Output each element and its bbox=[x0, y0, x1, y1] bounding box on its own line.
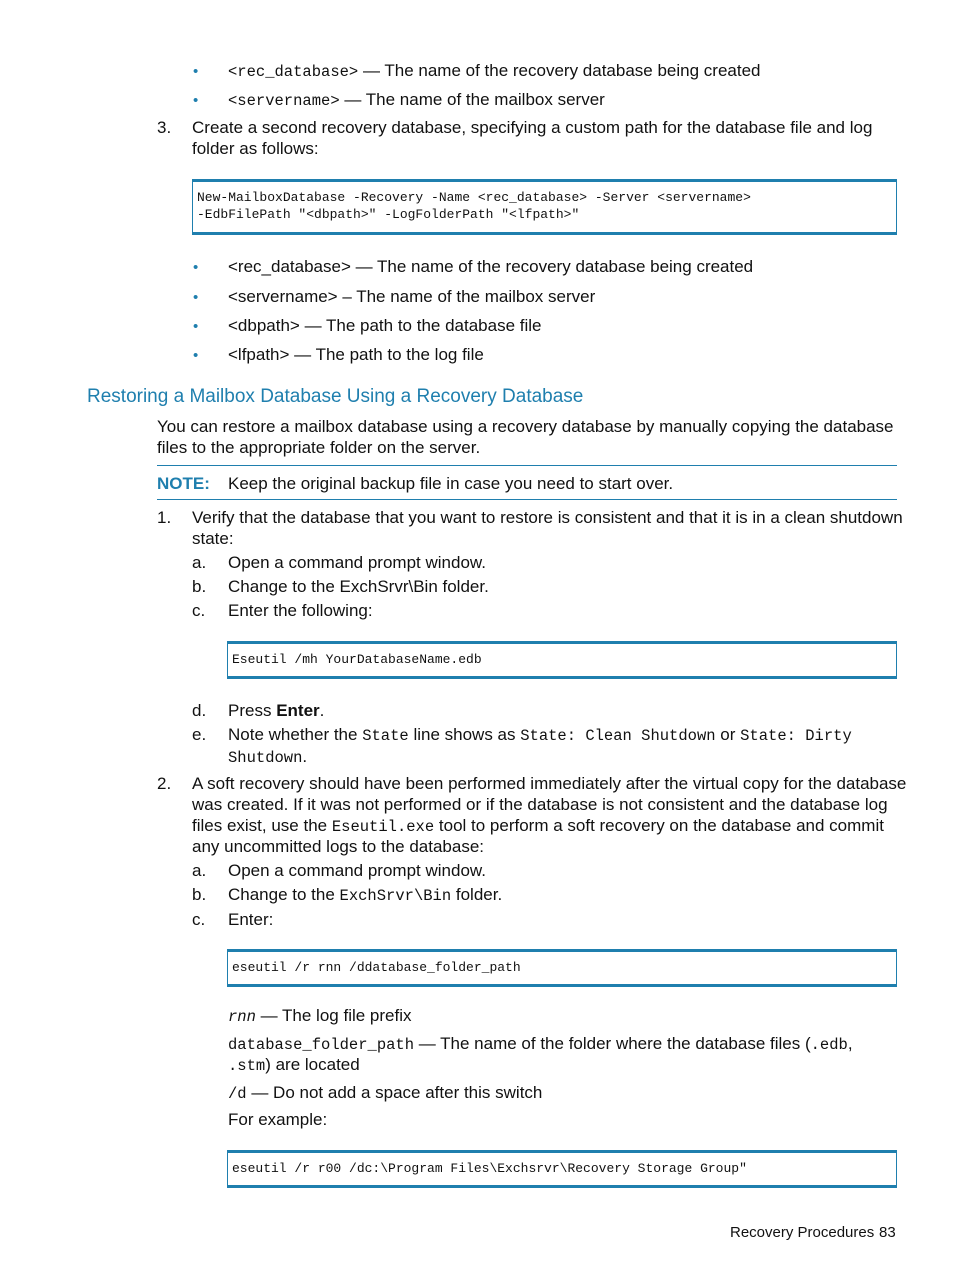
paragraph: files to the appropriate folder on the server. bbox=[157, 438, 481, 457]
substep-letter: c. bbox=[192, 601, 206, 620]
substep-text: Press Enter. bbox=[228, 701, 325, 720]
note-label: NOTE: bbox=[157, 474, 210, 493]
bullet-icon: • bbox=[193, 259, 199, 276]
substep-text: Enter the following: bbox=[228, 601, 373, 620]
bullet-icon: • bbox=[193, 92, 199, 109]
list-item: <dbpath> — The path to the database file bbox=[228, 316, 542, 335]
substep-text: Note whether the State line shows as State: Clean Shutdown or State: Dirty bbox=[228, 725, 852, 745]
page-number: 83 bbox=[879, 1224, 896, 1241]
substep-letter: d. bbox=[192, 701, 207, 720]
step-text: Verify that the database that you want to restore is consistent and that it is in a clean shutdown bbox=[192, 508, 903, 527]
substep-letter: b. bbox=[192, 885, 207, 904]
bullet-icon: • bbox=[193, 347, 199, 364]
list-item: <rec_database> — The name of the recovery database being created bbox=[228, 257, 754, 276]
code-block: eseutil /r r00 /dc:\Program Files\Exchsrvr\Recovery Storage Group" bbox=[227, 1150, 897, 1188]
definition: /d — Do not add a space after this switch bbox=[228, 1083, 543, 1103]
definition: rnn — The log file prefix bbox=[228, 1006, 412, 1026]
list-item: <servername> – The name of the mailbox server bbox=[228, 287, 596, 306]
step-text: A soft recovery should have been performed immediately after the virtual copy for the database bbox=[192, 774, 907, 793]
substep-text: Open a command prompt window. bbox=[228, 553, 486, 572]
key-name: Enter bbox=[276, 701, 320, 720]
step-number: 3. bbox=[157, 118, 172, 137]
definition: .stm) are located bbox=[228, 1055, 360, 1075]
list-item: <servername> — The name of the mailbox server bbox=[228, 90, 605, 110]
definition: database_folder_path — The name of the folder where the database files (.edb, bbox=[228, 1034, 853, 1054]
code-block: Eseutil /mh YourDatabaseName.edb bbox=[227, 641, 897, 679]
step-number: 2. bbox=[157, 774, 172, 793]
code-block: New-MailboxDatabase -Recovery -Name <rec_database> -Server <servername> -EdbFilePath "<dbpath>" -LogFolderPath "<lfpath>" bbox=[192, 179, 897, 235]
step-text: files exist, use the Eseutil.exe tool to perform a soft recovery on the database and commit bbox=[192, 816, 884, 836]
section-heading: Restoring a Mailbox Database Using a Recovery Database bbox=[87, 386, 584, 407]
note-rule-bottom bbox=[157, 499, 897, 500]
paragraph: You can restore a mailbox database using a recovery database by manually copying the database bbox=[157, 417, 894, 436]
code-block: eseutil /r rnn /ddatabase_folder_path bbox=[227, 949, 897, 987]
step-number: 1. bbox=[157, 508, 172, 527]
step-text: was created. If it was not performed or if the database is not consistent and the database log bbox=[192, 795, 888, 814]
step-text: any uncommitted logs to the database: bbox=[192, 837, 485, 856]
substep-letter: e. bbox=[192, 725, 207, 744]
footer-section: Recovery Procedures bbox=[730, 1224, 875, 1241]
substep-letter: a. bbox=[192, 553, 207, 572]
step-text: state: bbox=[192, 529, 234, 548]
substep-text: Change to the ExchSrvr\Bin folder. bbox=[228, 885, 503, 905]
substep-letter: c. bbox=[192, 910, 206, 929]
list-item: <lfpath> — The path to the log file bbox=[228, 345, 484, 364]
example-label: For example: bbox=[228, 1110, 328, 1129]
substep-text: Enter: bbox=[228, 910, 274, 929]
list-item: <rec_database> — The name of the recovery database being created bbox=[228, 61, 761, 81]
substep-letter: a. bbox=[192, 861, 207, 880]
step-text: folder as follows: bbox=[192, 139, 319, 158]
substep-text: Open a command prompt window. bbox=[228, 861, 486, 880]
step-text: Create a second recovery database, specifying a custom path for the database file and log bbox=[192, 118, 873, 137]
note-rule-top bbox=[157, 465, 897, 466]
bullet-icon: • bbox=[193, 318, 199, 335]
note-text: Keep the original backup file in case you need to start over. bbox=[228, 474, 674, 493]
substep-letter: b. bbox=[192, 577, 207, 596]
substep-text: Change to the ExchSrvr\Bin folder. bbox=[228, 577, 489, 596]
substep-text: Shutdown. bbox=[228, 747, 308, 767]
bullet-icon: • bbox=[193, 63, 199, 80]
bullet-icon: • bbox=[193, 289, 199, 306]
note bbox=[157, 473, 210, 494]
